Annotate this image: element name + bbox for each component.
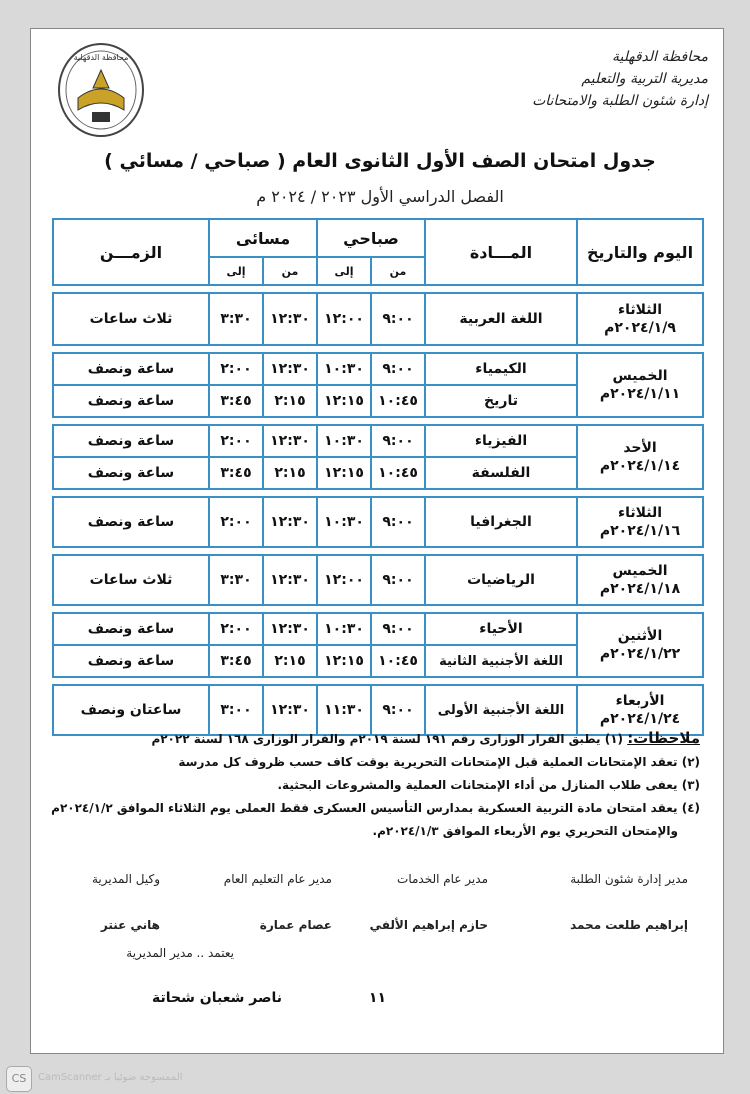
day-date-cell: الأربعاء ٢٠٢٤/١/٢٤م (577, 685, 703, 735)
header-morning-from: من (371, 257, 425, 285)
evening-to-cell: ٢:٠٠ (209, 353, 263, 385)
subject-cell: تاريخ (425, 385, 577, 417)
morning-from-cell: ١٠:٤٥ (371, 457, 425, 489)
morning-from-cell: ١٠:٤٥ (371, 645, 425, 677)
directorate-logo (56, 40, 146, 140)
evening-to-cell: ٢:٠٠ (209, 497, 263, 547)
evening-to-cell: ٣:٤٥ (209, 457, 263, 489)
table-row (53, 497, 703, 547)
morning-from-cell: ٩:٠٠ (371, 613, 425, 645)
table-row (53, 425, 703, 457)
evening-from-cell: ١٢:٣٠ (263, 293, 317, 345)
table-row (53, 555, 703, 605)
subject-cell: الجغرافيا (425, 497, 577, 547)
subject-cell: اللغة الأجنبية الأولى (425, 685, 577, 735)
note-item: (٤) يعقد امتحان مادة التربية العسكرية بمدارس التأسيس العسكرى فقط العملى يوم الثلاثاء الموافق ٢٠٢٤/١/٢م (51, 801, 700, 815)
evening-from-cell: ١٢:٣٠ (263, 353, 317, 385)
header-evening: مسائى (209, 219, 317, 257)
evening-from-cell: ١٢:٣٠ (263, 685, 317, 735)
evening-to-cell: ٣:٣٠ (209, 293, 263, 345)
morning-from-cell: ٩:٠٠ (371, 293, 425, 345)
signature-name: عصام عمارة (259, 918, 332, 932)
day-date-cell: الثلاثاء ٢٠٢٤/١/٩م (577, 293, 703, 345)
director-name: ناصر شعبان شحاتة (152, 990, 282, 1006)
subject-cell: اللغة العربية (425, 293, 577, 345)
duration-cell: ثلاث ساعات (53, 293, 209, 345)
notes-label: ملاحظات: (627, 729, 700, 747)
morning-to-cell: ١١:٣٠ (317, 685, 371, 735)
header-morning: صباحي (317, 219, 425, 257)
note-item: والإمتحان التحريري يوم الأربعاء الموافق ٢٠٢٤/١/٣م. (372, 824, 678, 838)
signature-title: مدير إدارة شئون الطلبة (570, 872, 688, 886)
table-row (53, 293, 703, 345)
signature-title: مدير عام الخدمات (397, 872, 488, 886)
morning-from-cell: ٩:٠٠ (371, 353, 425, 385)
page-title: جدول امتحان الصف الأول الثانوى العام ( صباحي / مسائي ) (104, 150, 656, 172)
subject-cell: الفيزياء (425, 425, 577, 457)
morning-from-cell: ٩:٠٠ (371, 497, 425, 547)
morning-from-cell: ٩:٠٠ (371, 685, 425, 735)
duration-cell: ساعة ونصف (53, 353, 209, 385)
day-date-cell: الثلاثاء ٢٠٢٤/١/١٦م (577, 497, 703, 547)
notes-section (50, 730, 700, 846)
evening-to-cell: ٣:٣٠ (209, 555, 263, 605)
morning-from-cell: ١٠:٤٥ (371, 385, 425, 417)
duration-cell: ساعة ونصف (53, 385, 209, 417)
note-item: (٢) تعقد الإمتحانات العملية قبل الإمتحانات التحريرية بوقت كاف حسب ظروف كل مدرسة (178, 755, 700, 769)
duration-cell: ساعة ونصف (53, 645, 209, 677)
camscanner-label: الممسوحة ضوئيا بـ CamScanner (38, 1072, 183, 1083)
duration-cell: ساعة ونصف (53, 457, 209, 489)
morning-from-cell: ٩:٠٠ (371, 555, 425, 605)
evening-from-cell: ١٢:٣٠ (263, 613, 317, 645)
morning-to-cell: ١٢:١٥ (317, 457, 371, 489)
governorate-line: محافظة الدقهلية (612, 49, 708, 65)
day-date-cell: الأثنين ٢٠٢٤/١/٢٢م (577, 613, 703, 677)
evening-to-cell: ٢:٠٠ (209, 425, 263, 457)
signature-name: حازم إبراهيم الألفي (369, 918, 488, 932)
evening-from-cell: ٢:١٥ (263, 457, 317, 489)
duration-cell: ساعة ونصف (53, 613, 209, 645)
subject-cell: الرياضيات (425, 555, 577, 605)
evening-from-cell: ٢:١٥ (263, 385, 317, 417)
evening-to-cell: ٣:٤٥ (209, 645, 263, 677)
signature-title: مدير عام التعليم العام (223, 872, 332, 886)
camscanner-icon: CS (6, 1066, 32, 1092)
day-date-cell: الخميس ٢٠٢٤/١/١١م (577, 353, 703, 417)
header-evening-from: من (263, 257, 317, 285)
day-date-cell: الخميس ٢٠٢٤/١/١٨م (577, 555, 703, 605)
directorate-header (508, 46, 708, 112)
scanner-footer (0, 1062, 750, 1094)
table-row (53, 685, 703, 735)
evening-from-cell: ١٢:٣٠ (263, 497, 317, 547)
page-number: ١١ (368, 990, 386, 1006)
department-line: إدارة شئون الطلبة والامتحانات (532, 93, 708, 109)
morning-from-cell: ٩:٠٠ (371, 425, 425, 457)
approval-label: يعتمد .. مدير المديرية (126, 946, 234, 960)
morning-to-cell: ١٢:١٥ (317, 385, 371, 417)
evening-from-cell: ١٢:٣٠ (263, 555, 317, 605)
header-subject: المـــادة (425, 219, 577, 285)
morning-to-cell: ١٢:٠٠ (317, 293, 371, 345)
page-subtitle: الفصل الدراسي الأول ٢٠٢٣ / ٢٠٢٤ م (256, 187, 504, 206)
evening-from-cell: ٢:١٥ (263, 645, 317, 677)
directorate-line: مديرية التربية والتعليم (581, 71, 708, 87)
duration-cell: ساعة ونصف (53, 425, 209, 457)
header-evening-to: إلى (209, 257, 263, 285)
subject-cell: الفلسفة (425, 457, 577, 489)
signature-name: هاني عنتر (100, 918, 160, 932)
day-date-cell: الأحد ٢٠٢٤/١/١٤م (577, 425, 703, 489)
evening-to-cell: ٣:٠٠ (209, 685, 263, 735)
note-item: (٣) يعفى طلاب المنازل من أداء الإمتحانات العملية والمشروعات البحثية. (277, 778, 700, 792)
signature-title: وكيل المديرية (92, 872, 160, 886)
note-item: (١) يطبق القرار الوزارى رقم ١٩١ لسنة ٢٠١٩م والقرار الوزارى ١٦٨ لسنة ٢٠٢٢م (151, 732, 623, 746)
header-duration: الزمـــن (53, 219, 209, 285)
evening-from-cell: ١٢:٣٠ (263, 425, 317, 457)
morning-to-cell: ١٠:٣٠ (317, 497, 371, 547)
signature-name: إبراهيم طلعت محمد (570, 918, 688, 932)
subject-cell: الأحياء (425, 613, 577, 645)
morning-to-cell: ١٢:١٥ (317, 645, 371, 677)
header-morning-to: إلى (317, 257, 371, 285)
table-row (53, 353, 703, 385)
exam-schedule-table (52, 218, 704, 736)
duration-cell: ساعة ونصف (53, 497, 209, 547)
morning-to-cell: ١٠:٣٠ (317, 613, 371, 645)
evening-to-cell: ٢:٠٠ (209, 613, 263, 645)
subject-cell: الكيمياء (425, 353, 577, 385)
duration-cell: ثلاث ساعات (53, 555, 209, 605)
table-row (53, 613, 703, 645)
logo-text: محافظة الدقهلية (73, 53, 129, 62)
morning-to-cell: ١٠:٣٠ (317, 425, 371, 457)
morning-to-cell: ١٠:٣٠ (317, 353, 371, 385)
header-day-date: اليوم والتاريخ (577, 219, 703, 285)
evening-to-cell: ٣:٤٥ (209, 385, 263, 417)
duration-cell: ساعتان ونصف (53, 685, 209, 735)
morning-to-cell: ١٢:٠٠ (317, 555, 371, 605)
subject-cell: اللغة الأجنبية الثانية (425, 645, 577, 677)
